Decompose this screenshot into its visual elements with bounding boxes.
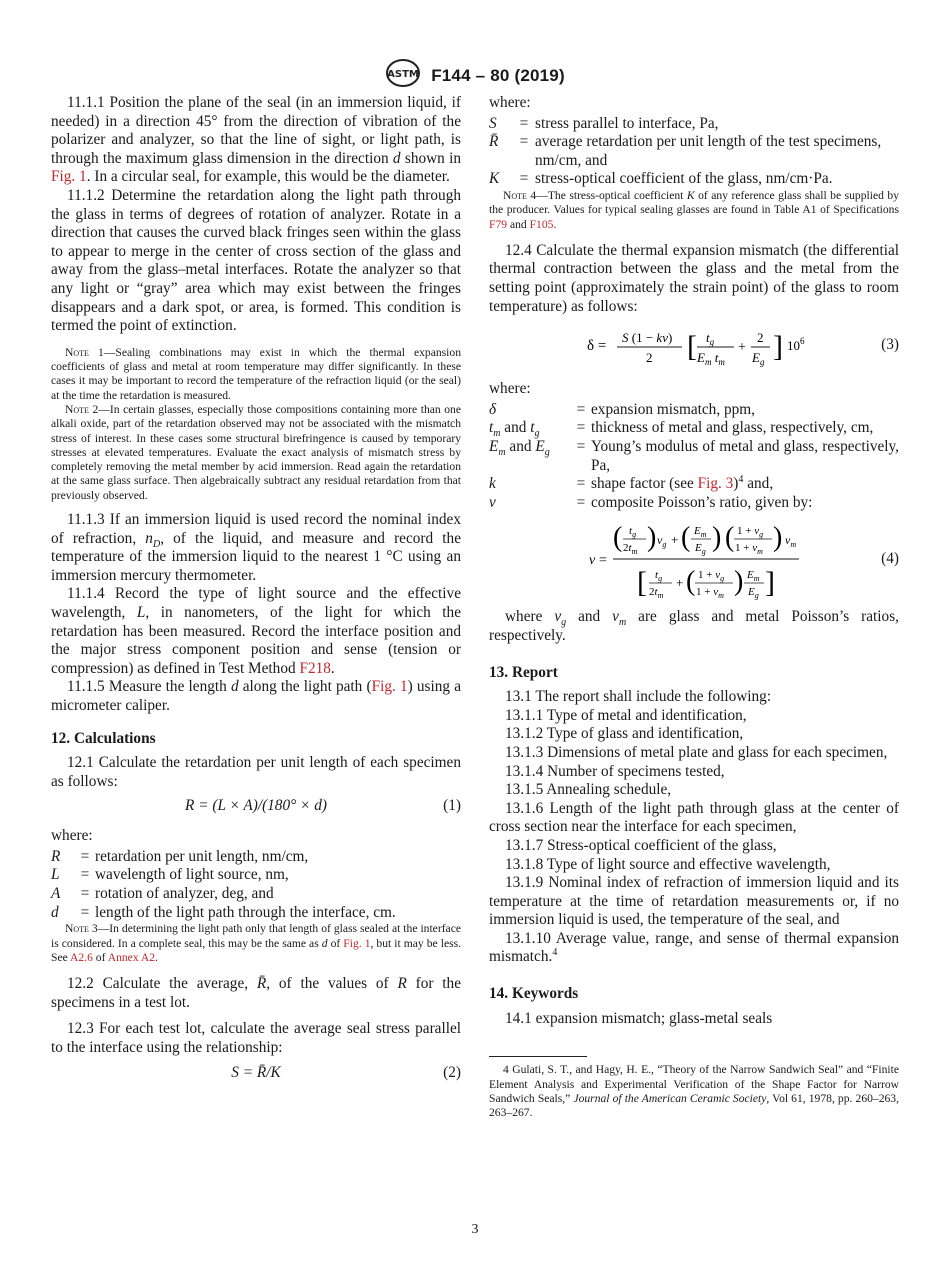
paragraph-12-2: 12.2 Calculate the average, R̄, of the values of R for the specimens in a test lot. xyxy=(51,975,461,1011)
note-2: Note 2—In certain glasses, especially those compositions containing more than one alkali oxide, part of the retardation observed may not be associated with the mismatch stress of interest. In these cases some structural birefringence is caused by temporary stresses at elevated temperatures. Evaluate the exact analysis of mismatch stress by completely removing the metal member by acid immersion. Read again the retardation at the same glass surface. Then algebraically subtract any residual retardation from that previously observed. xyxy=(51,402,461,502)
svg-text:Em tm: $E_m$ $t_m$ xyxy=(697,350,725,368)
list-item: 13.1 The report shall include the following: xyxy=(505,688,772,706)
svg-text:1 + vg: $1 + v_g$ xyxy=(737,525,764,540)
definition-row: K = stress-optical coefficient of the glass, nm/cm·Pa. xyxy=(489,170,833,188)
paragraph-11-1-5: 11.1.5 Measure the length d along the light path (Fig. 1) using a micrometer caliper. xyxy=(51,678,461,714)
svg-text:[: [ xyxy=(637,566,647,600)
svg-text:Em: $E_m$ xyxy=(694,525,707,540)
report-list xyxy=(489,688,899,967)
annex-a2-link[interactable]: Annex A2 xyxy=(107,950,156,964)
definition-row: δ = expansion mismatch, ppm, xyxy=(489,400,755,418)
f218-link[interactable]: F218 xyxy=(299,659,331,677)
where-label: where: xyxy=(51,827,93,845)
right-column xyxy=(489,94,899,1120)
footnote-4: 4 Gulati, S. T., and Hagy, H. E., “Theory of the Narrow Sandwich Seal” and “Finite Element Analysis and Experimental Verification of the Shape Factor for Narrow Sandwich Seals,” Journal of the American Ceramic Society, Vol 61, 1978, pp. 260–263, 263–267. xyxy=(489,1063,899,1120)
svg-text:tg: $t_g$ xyxy=(655,569,663,584)
definition-row: $E_m$ and $E_g$ = Young’s modulus of metal and glass, respectively, Pa, xyxy=(489,438,899,474)
section-13-heading: 13. Report xyxy=(489,663,558,681)
svg-text:1 + vm: $1 + v_m$ xyxy=(735,542,763,557)
a2-6-link[interactable]: A2.6 xyxy=(70,950,93,964)
list-item: 13.1.10 Average value, range, and sense of thermal expansion mismatch.$^4$ xyxy=(489,929,899,966)
svg-text:2: 2 xyxy=(757,330,764,346)
svg-text:2tm: $2t_m$ xyxy=(623,542,638,557)
paragraph-11-1-1: 11.1.1 Position the plane of the seal (in an immersion liquid, if needed) in a direction 45° from the direction of vibration of the polarizer and analyzer, so that the line of sight, or light path, is through the maximum glass dimension in the direction d shown in Fig. 1. In a circular seal, for example, this would be the diameter. xyxy=(51,94,462,186)
page-header xyxy=(0,58,950,93)
svg-text:vm: $v_m$ xyxy=(785,533,797,550)
paragraph-12-1: 12.1 Calculate the retardation per unit length of each specimen as follows: xyxy=(51,754,461,790)
note-4: Note 4—The stress-optical coefficient K of any reference glass shall be supplied by the producer. Values for typical sealing glasses are found in Table A1 of Specifications F79 and F105. xyxy=(489,188,899,231)
svg-text:): ) xyxy=(734,566,744,598)
svg-text:Em: $E_m$ xyxy=(747,569,760,584)
svg-text:+: + xyxy=(738,340,746,356)
fig-1-link[interactable]: Fig. 1 xyxy=(343,936,371,950)
list-item: 13.1.1 Type of metal and identification, xyxy=(505,706,747,724)
list-item: 13.1.5 Annealing schedule, xyxy=(505,781,672,799)
list-item: 13.1.3 Dimensions of metal plate and glass for each specimen, xyxy=(505,743,888,761)
svg-text:106: $10^6$ xyxy=(787,336,805,354)
svg-text:tg: $t_g$ xyxy=(629,525,637,540)
definitions-eq2 xyxy=(489,115,899,189)
paragraph-12-3: 12.3 For each test lot, calculate the average seal stress parallel to the interface using the relationship: xyxy=(51,1020,461,1056)
f105-link[interactable]: F105 xyxy=(529,217,554,231)
svg-text:(: ( xyxy=(681,522,691,554)
svg-text:(: ( xyxy=(686,566,696,598)
svg-text:+: + xyxy=(676,575,684,591)
where-label: where: xyxy=(489,380,531,398)
em-eg-symbol: $E_m$ and $E_g$ xyxy=(489,438,550,459)
svg-text:δ =: δ = xyxy=(587,338,607,355)
svg-text:): ) xyxy=(647,522,657,554)
svg-text:+: + xyxy=(671,532,679,548)
definitions-eq1 xyxy=(51,848,461,922)
list-item: 13.1.9 Nominal index of refraction of immersion liquid and its temperature at the time of retardation measurements or, if no immersion liquid is used, the temperature of the seal, and xyxy=(489,874,899,929)
definition-row: S = stress parallel to interface, Pa, xyxy=(489,114,719,132)
svg-text:tg: $t_g$ xyxy=(706,330,715,348)
definition-row: R = retardation per unit length, nm/cm, xyxy=(51,847,309,865)
definition-row: v = composite Poisson’s ratio, given by: xyxy=(489,493,813,511)
equation-1: R = (L × A)/(180° × d) (1) xyxy=(185,797,461,815)
section-12-heading: 12. Calculations xyxy=(51,729,156,747)
f79-link[interactable]: F79 xyxy=(489,217,508,231)
list-item: 13.1.4 Number of specimens tested, xyxy=(505,762,725,780)
svg-text:Eg: $E_g$ xyxy=(752,350,765,368)
where-label: where: xyxy=(489,94,531,111)
list-item: 13.1.8 Type of light source and effective wavelength, xyxy=(505,855,831,873)
svg-text:(: ( xyxy=(613,522,623,554)
svg-text:(: ( xyxy=(725,522,735,554)
svg-text:]: ] xyxy=(773,330,783,364)
svg-text:vg: $v_g$ xyxy=(657,533,667,550)
definitions-eq3 xyxy=(489,401,899,513)
svg-text:v: v xyxy=(589,553,596,569)
svg-text:): ) xyxy=(773,522,783,554)
fig-3-link[interactable]: Fig. 3 xyxy=(697,475,734,493)
definition-row: R̄ = average retardation per unit length of the test specimens, nm/cm, and xyxy=(489,133,882,169)
section-14-heading: 14. Keywords xyxy=(489,985,579,1003)
paragraph-14-1: 14.1 expansion mismatch; glass-metal seals xyxy=(505,1009,773,1027)
list-item: 13.1.6 Length of the light path through glass at the center of cross section near the interface for each specimen, xyxy=(489,799,899,836)
paragraph-12-4: 12.4 Calculate the thermal expansion mismatch (the differential thermal contraction between the glass and the metal from the setting point (approximately the strain point) of the glass to room temperature) as follows: xyxy=(489,241,899,315)
astm-logo-icon xyxy=(385,58,421,93)
svg-text:=: = xyxy=(599,553,607,569)
tm-tg-symbol: $t_m$ and $t_g$ xyxy=(489,419,540,440)
svg-text:2: 2 xyxy=(646,350,653,366)
svg-text:[: [ xyxy=(687,330,697,364)
definition-row: A = rotation of analyzer, deg, and xyxy=(51,885,274,903)
note-3: Note 3—In determining the light path only that length of glass sealed at the interface is considered. In a complete seal, this may be the same as d of Fig. 1, but it may be less. See A2.6 of Annex A2. xyxy=(51,922,462,964)
left-column xyxy=(51,94,461,1094)
paragraph-11-1-2: 11.1.2 Determine the retardation along the light path through the glass in terms of degrees of rotation of analyzer. Rotate in a direction that causes the curved black fringes seen within the glass to appear to merge in the center of cross section of the glass and away from the glass–metal interfaces. Rotate the analyzer so that any light or “gray” area which may exist between the fringes disappears and a dark spot, or area, is formed. This condition is termed the point of extinction. xyxy=(51,186,461,335)
list-item: 13.1.2 Type of glass and identification, xyxy=(505,725,744,743)
equation-3: δ = S (1 − kv) 2 [ $t_g$ $E_m$ $t_m$ + 2 $E_g$ ] $10^6$ (3) xyxy=(587,330,899,368)
fig-1-link[interactable]: Fig. 1 xyxy=(371,678,408,696)
definition-row: d = length of the light path through the interface, cm. xyxy=(51,903,396,921)
fig-1-link[interactable]: Fig. 1 xyxy=(51,168,87,186)
definition-row: L = wavelength of light source, nm, xyxy=(51,866,289,884)
svg-text:): ) xyxy=(712,522,722,554)
svg-text:Eg: $E_g$ xyxy=(695,542,706,557)
svg-text:]: ] xyxy=(765,566,775,600)
paragraph-11-1-4: 11.1.4 Record the type of light source and the effective wavelength, L, in nanometers, of the light for which the retardation has been measured. Record the interface position and the major stress component position and sense (tension or compression) as defined in Test Method F218. xyxy=(51,585,461,677)
page-number: 3 xyxy=(471,1222,479,1237)
svg-text:ASTM: ASTM xyxy=(387,69,420,80)
note-1: Note 1—Sealing combinations may exist in which the thermal expansion coefficients of glass and metal at room temperature may differ significantly. In these cases it may be important to record the temperature of the refraction liquid (or the seal) at the time the retardation is measured. xyxy=(51,345,461,402)
svg-text:1 + vm: $1 + v_m$ xyxy=(696,586,724,601)
svg-text:1 + vg: $1 + v_g$ xyxy=(698,569,725,584)
footnote-divider xyxy=(489,1056,587,1057)
paragraph-poisson-where: where $v_g$ and $v_m$ are glass and metal Poisson’s ratios, respectively. xyxy=(489,608,899,644)
definition-row: $t_m$ and $t_g$ = thickness of metal and glass, respectively, cm, xyxy=(489,419,874,440)
equation-2: S = R̄/K (2) xyxy=(231,1063,461,1081)
document-id: F144 – 80 (2019) xyxy=(431,65,565,85)
svg-text:S (1 − kv): S (1 − kv) xyxy=(622,330,673,346)
equation-4: v = ( $t_g$ $2t_m$ ) $v_g$ + ( $E_m$ $E_g$ ) ( $1 + v_g$ $1 + v_m$ ) $v_m$ [ $t_g$ $2t_m$ + ( $1 + v_g$ $1 + v_m$ ) $E_m$ $E_g$ ] (4) xyxy=(589,522,899,601)
paragraph-11-1-3: 11.1.3 If an immersion liquid is used record the nominal index of refraction, $n_D$, of the liquid, and measure and record the temperature of the immersion liquid to the nearest 1 °C using an immersion mercury thermometer. xyxy=(51,510,461,584)
definition-row: k = shape factor (see Fig. 3)$^4$ and, xyxy=(489,474,774,493)
svg-text:2tm: $2t_m$ xyxy=(649,586,664,601)
svg-text:Eg: $E_g$ xyxy=(748,586,759,601)
list-item: 13.1.7 Stress-optical coefficient of the glass, xyxy=(505,836,777,854)
